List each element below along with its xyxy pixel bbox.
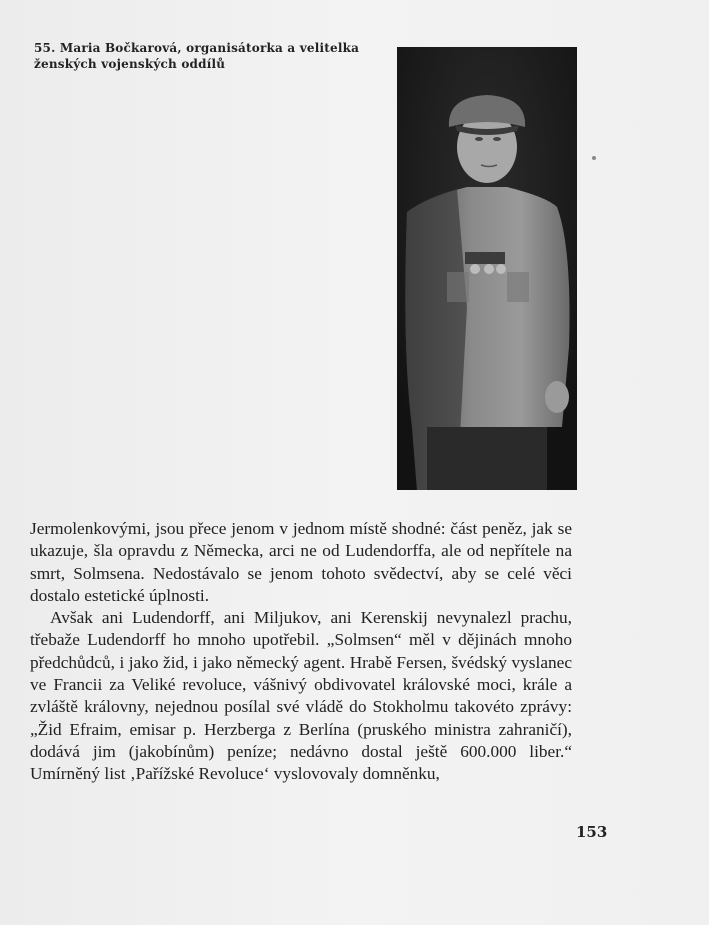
caption-line-2: ženských vojenských oddílů — [34, 57, 226, 71]
portrait-illustration — [397, 47, 577, 490]
caption-line-1: 55. Maria Bočkarová, organisátorka a velitelka — [34, 41, 360, 55]
medal-ribbons — [465, 252, 505, 264]
medal — [470, 264, 480, 274]
medal — [484, 264, 494, 274]
body-text — [30, 518, 572, 786]
medal — [496, 264, 506, 274]
hand — [545, 381, 569, 413]
trousers — [427, 427, 547, 490]
figure-caption — [34, 40, 384, 72]
page-number: 153 — [576, 823, 608, 841]
paragraph: Jermolenkovými, jsou přece jenom v jednom místě shodné: část peněz, jak se ukazuje, šla opravdu z Německa, arci ne od Ludendorffa, ale od nepřítele na smrt, Solmsena. Nedostávalo se jenom tohoto svědectví, aby se celé věci dostalo estetické úplnosti. — [30, 519, 572, 605]
portrait-photo — [397, 47, 577, 490]
paragraph: Avšak ani Ludendorff, ani Miljukov, ani Kerenskij nevynalezl prachu, třebaže Ludendorff ho mnoho upotřebil. „Solmsen“ měl v dějinách mnoho předchůdců, i jako žid, i jako německý agent. Hrabě Fersen, švédský vyslanec ve Francii za Veliké revoluce, vášnivý obdivovatel královské moci, krále a zvláště královny, nejednou posílal své vládě do Stokholmu takovéto zprávy: „Žid Efraim, emisar p. Herzberga z Berlína (pruského ministra zahraničí), dodává jim (jakobínům) peníze; nedávno dostal ještě 600.000 liber.“ Umírněný list ‚Pařížské Revoluce‘ vyslovovaly domněnku, — [30, 608, 572, 784]
paper-speck — [592, 156, 596, 160]
